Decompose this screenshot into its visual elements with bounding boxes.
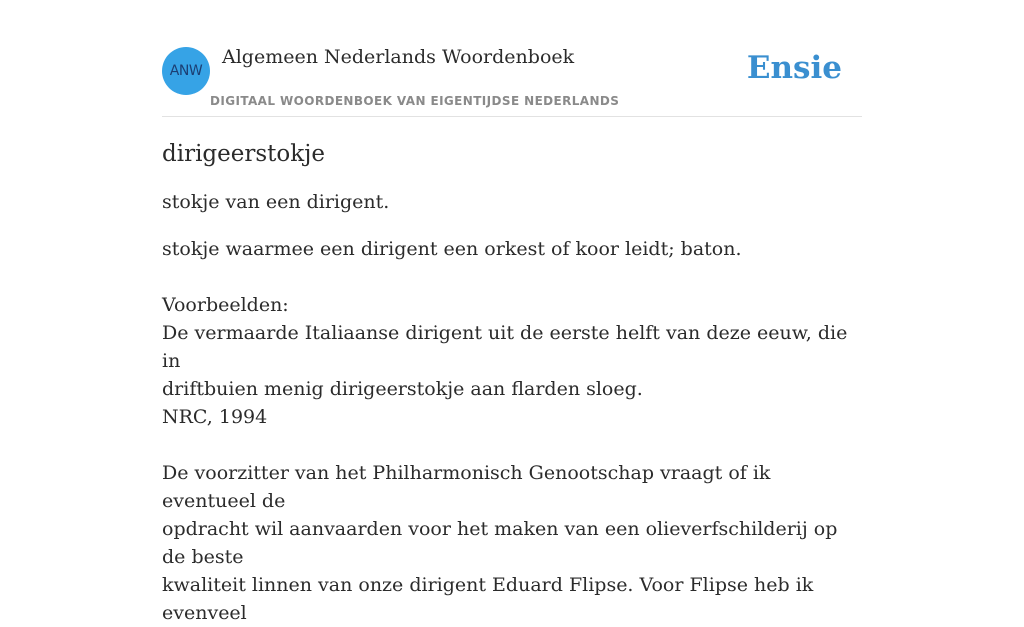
- site-header: [162, 0, 862, 117]
- example-line: De vermaarde Italiaanse dirigent uit de eerste helft van deze eeuw, die in: [162, 322, 848, 372]
- ensie-brand-link[interactable]: Ensie: [746, 50, 842, 86]
- example-item: [162, 459, 862, 627]
- example-line: De voorzitter van het Philharmonisch Genootschap vraagt of ik eventueel de: [162, 462, 771, 512]
- example-line: kwaliteit linnen van onze dirigent Eduard Flipse. Voor Flipse heb ik evenveel: [162, 574, 814, 624]
- logo-text: ANW: [169, 63, 203, 79]
- entry-body: [162, 235, 862, 627]
- examples-label: Voorbeelden:: [162, 294, 289, 316]
- site-title-link[interactable]: Algemeen Nederlands Woordenboek: [222, 46, 575, 68]
- example-item: [162, 319, 862, 431]
- entry-content: [162, 138, 862, 627]
- site-subtitle: DIGITAAL WOORDENBOEK VAN EIGENTIJDSE NEDERLANDS: [210, 94, 620, 108]
- entry-headword: dirigeerstokje: [162, 141, 325, 167]
- example-line: opdracht wil aanvaarden voor het maken van een olieverfschilderij op de beste: [162, 518, 838, 568]
- spacer: [162, 431, 862, 459]
- spacer: [162, 263, 862, 291]
- anw-logo[interactable]: [162, 47, 210, 95]
- example-source: NRC, 1994: [162, 406, 268, 428]
- short-definition: stokje van een dirigent.: [162, 191, 390, 213]
- long-definition: stokje waarmee een dirigent een orkest of koor leidt; baton.: [162, 238, 742, 260]
- example-line: driftbuien menig dirigeerstokje aan flarden sloeg.: [162, 378, 643, 400]
